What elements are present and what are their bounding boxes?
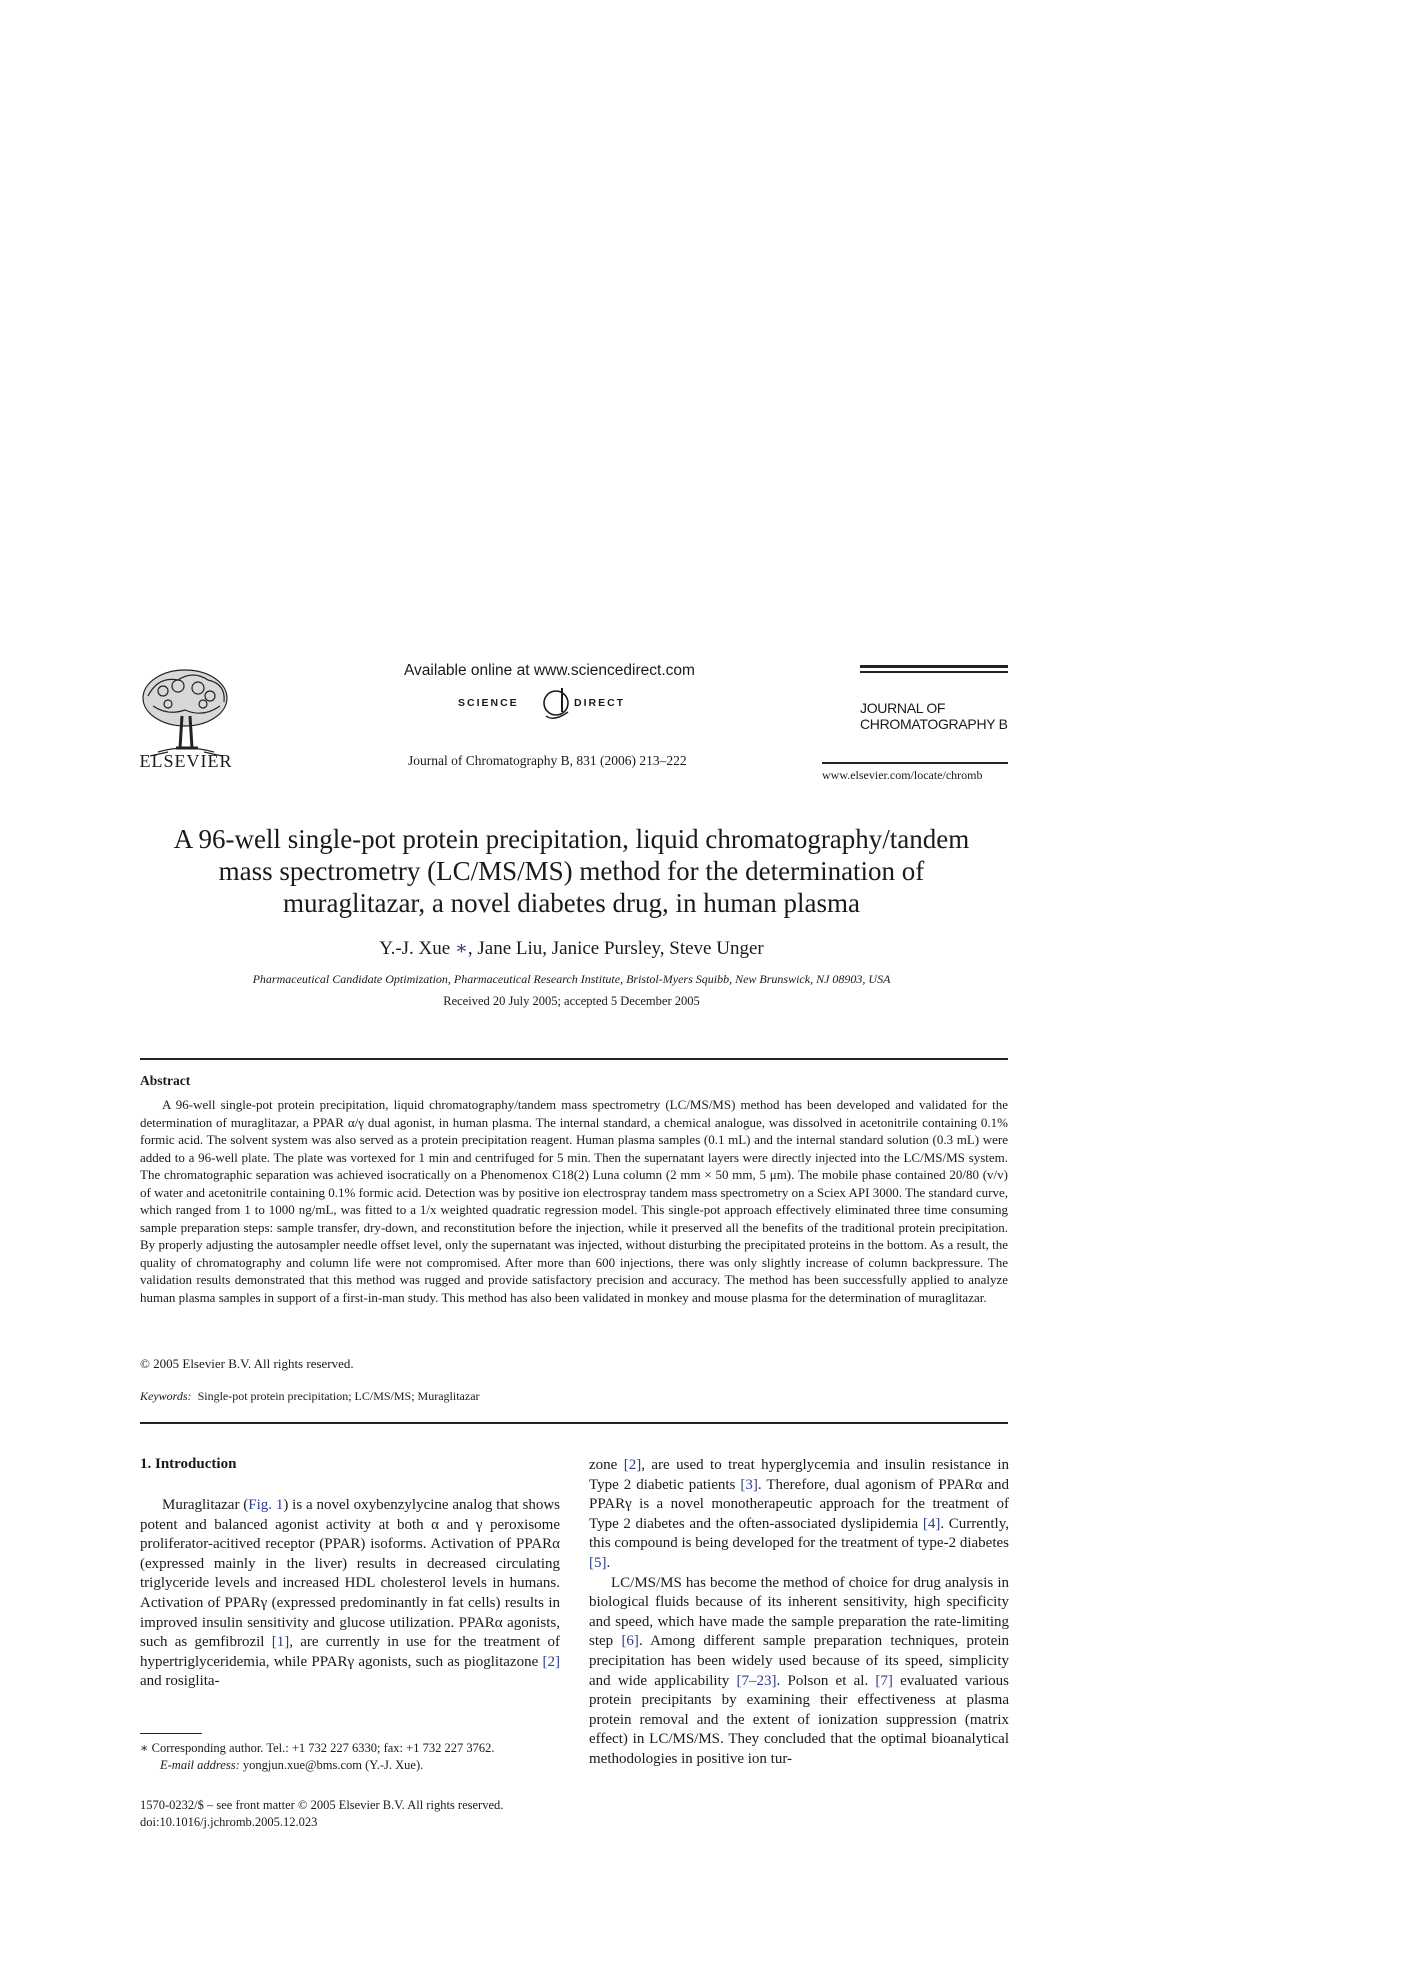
text-run: zone [589,1457,624,1473]
publisher-name: ELSEVIER [139,751,233,771]
footnote-rule [140,1733,202,1734]
doi-line[interactable]: doi:10.1016/j.jchromb.2005.12.023 [140,1815,318,1829]
reference-link[interactable]: [7–23] [736,1672,777,1689]
text-run: evaluated various protein precipitants by examining their effectiveness at plasma protein removal and the extent of ionization suppression (matrix effect) in LC/MS/MS. They concluded that the optimal bioanalytical methodologies in positive ion tur- [589,1672,1010,1767]
journal-title-line1: JOURNAL OF [860,700,946,716]
received-dates: Received 20 July 2005; accepted 5 December 2005 [443,994,700,1008]
reference-link[interactable]: [7] [875,1672,893,1689]
text-run: and rosiglita- [140,1673,220,1690]
abstract-top-rule [140,1058,1008,1060]
text-run: . Polson et al. [776,1672,876,1689]
body-column-left [140,1496,560,1692]
sd-right-text: DIRECT [574,697,626,709]
front-matter [140,1797,503,1831]
footnote-line [140,1757,560,1774]
body-column-right [589,1456,1009,1770]
sd-left-text: SCIENCE [458,697,519,709]
keywords-list: Single-pot protein precipitation; LC/MS/MS; Muraglitazar [197,1389,480,1403]
affiliation: Pharmaceutical Candidate Optimization, Pharmaceutical Research Institute, Bristol-Myers Squibb, New Brunswick, NJ 08903, USA [252,972,891,986]
reference-link[interactable]: [2] [623,1457,642,1473]
email-address[interactable]: yongjun.xue@bms.com (Y.-J. Xue). [239,1758,424,1772]
keywords-label: Keywords: [140,1389,192,1403]
text-run: . [606,1554,611,1571]
text-run: , are used to treat hyperglycemia and insulin resistance in Type 2 diabetic patients [589,1457,1009,1493]
corresponding-author-link[interactable]: ∗ [454,938,468,959]
abstract-text: A 96-well single-pot protein precipitation, liquid chromatography/tandem mass spectrometry (LC/MS/MS) method has been developed and validated for the determination of muraglitazar, a PPAR α/γ dual agonist, in human plasma. The internal standard, a chemical analogue, was dissolved in acetonitrile containing 0.1% formic acid. The solvent system was also served as a protein precipitation reagent. Human plasma samples (0.1 mL) and the internal standard solution (0.3 mL) were added to a 96-well plate. The plate was vortexed for 1 min and centrifuged for 5 min. Then the supernatant layers were directly injected into the LC/MS/MS system. The chromatographic separation was achieved isocratically on a Phenomenox C18(2) Luna column (2 mm × 50 mm, 5 μm). The mobile phase contained 20/80 (v/v) of water and acetonitrile containing 0.1% formic acid. Detection was by positive ion electrospray tandem mass spectrometry on a Sciex API 3000. The standard curve, which ranged from 1 to 1000 ng/mL, was fitted to a 1/x weighted quadratic regression model. This single-pot approach effectively eliminated three time consuming sample preparation steps: sample transfer, dry-down, and reconstitution before the injection, while it preserved all the benefits of the traditional protein precipitation. By properly adjusting the autosampler needle offset level, only the supernatant was injected, without disturbing the precipitated proteins in the bottom. As a result, the quality of chromatography and column life were not compromised. After more than 600 injections, there was only slightly increase of column backpressure. The validation results demonstrated that this method was rugged and provide satisfactory precision and accuracy. The method has been successfully applied to analyze human plasma samples in support of a first-in-man study. This method has also been validated in monkey and mouse plasma for the determination of muraglitazar. [140,1097,1008,1305]
title-line: muraglitazar, a novel diabetes drug, in human plasma [283,888,860,918]
reference-link[interactable]: [6] [621,1633,639,1650]
journal-title-rule [860,671,1008,673]
journal-reference: Journal of Chromatography B, 831 (2006) 213–222 [408,753,687,768]
section-heading-introduction: 1. Introduction [140,1456,237,1472]
sciencedirect-logo [458,682,648,722]
paragraph [140,1496,560,1692]
journal-title-line2: CHROMATOGRAPHY B [860,716,1008,732]
text-run: ) is a novel oxybenzylycine analog that shows potent and balanced agonist activity at both α and γ peroxisome proliferator-acitived receptor (PPAR) isoforms. Activation of PPARα (expressed mainly in the liver) results in decreased circulating triglyceride levels and increased HDL cholesterol levels in humans. Activation of PPARγ (expressed predominantly in fat cells) results in improved insulin sensitivity and glucose utilization. PPARα agonists, such as gemfibrozil [140,1497,560,1651]
text-run: . Currently, this compound is being developed for the treatment of type-2 diabetes [589,1515,1009,1552]
text-run: . Therefore, dual agonism of PPARα and PPARγ is a novel monotherapeutic approach for the treatment of Type 2 diabetes and the often-associated dyslipidemia [589,1476,1009,1532]
title-line: A 96-well single-pot protein precipitation, liquid chromatography/tandem [173,824,970,854]
keywords [140,1389,480,1404]
email-label: E-mail address: [160,1758,240,1772]
journal-url-link[interactable]: www.elsevier.com/locate/chromb [822,768,983,782]
reference-link[interactable]: [1] [271,1634,290,1651]
author-list [130,937,1013,960]
footnote-mark: ∗ [140,1741,149,1755]
footnote-text: Corresponding author. Tel.: +1 732 227 6330; fax: +1 732 227 3762. [148,1741,495,1755]
paragraph [589,1456,1009,1574]
author-name: Y.-J. Xue [379,938,451,959]
footnote [140,1740,560,1774]
footnote-line [140,1740,560,1757]
reference-link[interactable]: [3] [740,1476,758,1493]
reference-link[interactable]: [4] [922,1515,941,1532]
text-run: . Among different sample preparation techniques, protein precipitation has been widely used because of its speed, simplicity and wide applicability [589,1633,1009,1689]
copyright-notice: © 2005 Elsevier B.V. All rights reserved. [140,1356,354,1371]
author-names: , Jane Liu, Janice Pursley, Steve Unger [467,938,764,959]
available-online-text: Available online at www.sciencedirect.com [404,662,695,679]
journal-url-rule [822,762,1008,764]
issn-line: 1570-0232/$ – see front matter © 2005 Elsevier B.V. All rights reserved. [140,1798,504,1812]
text-run: , are currently in use for the treatment of hypertriglyceridemia, while PPARγ agonists, such as pioglitazone [140,1634,561,1670]
text-run: Muraglitazar ( [162,1497,249,1513]
reference-link[interactable]: [5] [589,1554,607,1571]
journal-title-rule [860,665,1008,668]
article-title [130,823,1013,919]
title-line: mass spectrometry (LC/MS/MS) method for the determination of [218,856,925,886]
reference-link[interactable]: [2] [542,1653,560,1670]
journal-title [860,700,1008,732]
abstract-bottom-rule [140,1422,1008,1424]
text-run: LC/MS/MS has become the method of choice for drug analysis in biological fluids because of its inherent sensitivity, high specificity and speed, which have made the sample preparation the rate-limiting step [589,1574,1009,1650]
figure-link[interactable]: Fig. 1 [248,1497,284,1513]
abstract-heading: Abstract [140,1073,191,1088]
paragraph [589,1574,1009,1770]
